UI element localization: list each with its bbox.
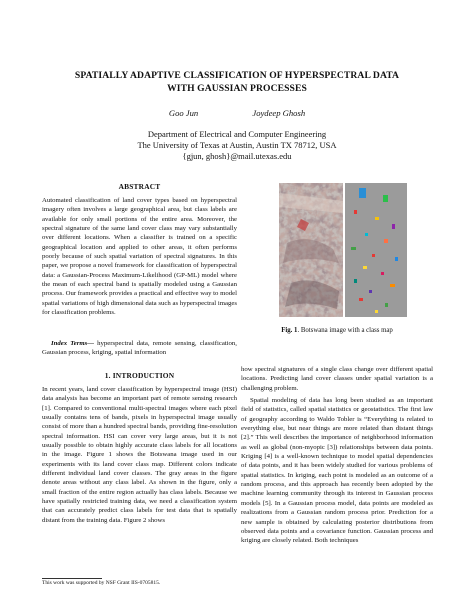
abstract-text: Automated classification of land cover types based on hyperspectral imagery often involves a large geographical area, but class labels are available for only small portions of the entire area. Moreover, the spectral signature of the same land cover class may vary substantially over different locations. When a classifier is trained on a specific geographical location and applied to other areas, it often performs poorly because of such spatial variation of spectral signatures. In this paper, we propose a novel framework for classification of hyperspectral data: a Gaussian-Process Maximum-Likelihood (GP-ML) model where the mean of each spectral band is spatially modeled using a Gaussian process. Our framework provides a practical and effective way to model spatial variations of high dimensional data such as hyperspectral images for classification problems.: [42, 197, 237, 317]
figure-botswana: [279, 183, 407, 317]
index-terms: [42, 339, 237, 358]
affiliation-university: The University of Texas at Austin, Austin TX 78712, USA: [137, 140, 337, 151]
figure-caption-text: . Botswana image with a class map: [297, 327, 393, 334]
botswana-image-and-class-map: [279, 183, 407, 317]
index-terms-label: Index Terms—: [51, 340, 95, 347]
right-paragraph-2: Spatial modeling of data has long been studied as an important field of statistics, called spatial statistics or geostatistics. The first law of geography according to Waldo Tobler is “Everything is related to everything else, but near things are more related than distant things [2].” This well describes the importance of neighborhood information as well as global (non-myopic [3]) relationships between data points. Kriging [4] is a well-known technique to model spatial dependencies of data points, and it has been widely studied for various problems of spatial statistics. In kriging, each point is modeled as an outcome of a random process, and this approach has recently been adopted by the machine learning community through its interest in Gaussian process models [5]. In a Gaussian process model, data points are modeled as realizations from a Gaussian random process prior. Prediction for a new sample is obtained by calculating posterior distributions from observed data points and a covariance function. Gaussian process and kriging are closely related. Both techniques: [241, 397, 433, 545]
author-1: Goo Jun: [168, 108, 199, 118]
author-list: [40, 108, 434, 118]
class-map: [345, 183, 407, 317]
right-paragraph-1: how spectral signatures of a single class change over different spatial locations. Predicting land cover classes under spatial variation is a challenging problem.: [241, 366, 433, 392]
affiliation: [40, 129, 434, 163]
satellite-image: [279, 183, 343, 317]
introduction-body: [42, 385, 237, 525]
introduction-heading: 1. INTRODUCTION: [104, 371, 175, 380]
figure-label: Fig. 1: [281, 327, 298, 334]
right-column: [241, 365, 433, 546]
title-line-2: WITH GAUSSIAN PROCESSES: [167, 82, 307, 94]
abstract-heading: ABSTRACT: [118, 182, 161, 191]
affiliation-email: {gjun, ghosh}@mail.utexas.edu: [182, 151, 292, 162]
footnote-rule: [42, 578, 102, 579]
figure-caption: [241, 327, 433, 334]
paper-title: [40, 70, 434, 95]
title-line-1: SPATIALLY ADAPTIVE CLASSIFICATION OF HYPERSPECTRAL DATA: [74, 70, 400, 81]
footnote: This work was supported by NSF Grant IIS-0705815.: [42, 580, 161, 586]
abstract-body: [42, 196, 237, 317]
affiliation-department: Department of Electrical and Computer Engineering: [147, 129, 327, 139]
index-terms-text: hyperspectral data, remote sensing, classification, Gaussian process, kriging, spatial information: [42, 340, 237, 357]
author-2: Joydeep Ghosh: [252, 108, 306, 118]
introduction-text: In recent years, land cover classification by hyperspectral image (HSI) data analysis has become an important part of remote sensing research [1]. Compared to conventional multi-spectral images where each pixel usually contains tens of bands, pixels in hyperspectral image usually consist of more than a hundred spectral bands, providing fine-resolution spectral information. HSI can cover very large areas, but it is not usually possible to obtain highly accurate class labels for all locations in the image. Figure 1 shows the Botswana image used in our experiments with its land cover class map. Different colors indicate different individual land cover classes. The gray areas in the figure denote areas without any class label. As shown in the figure, only a small fraction of the entire region actually has class labels. Because we have spatially restricted training data, we need a classification system that can accurately predict class labels for test data that is spatially distant from the training data. Figure 2 shows: [42, 386, 237, 524]
